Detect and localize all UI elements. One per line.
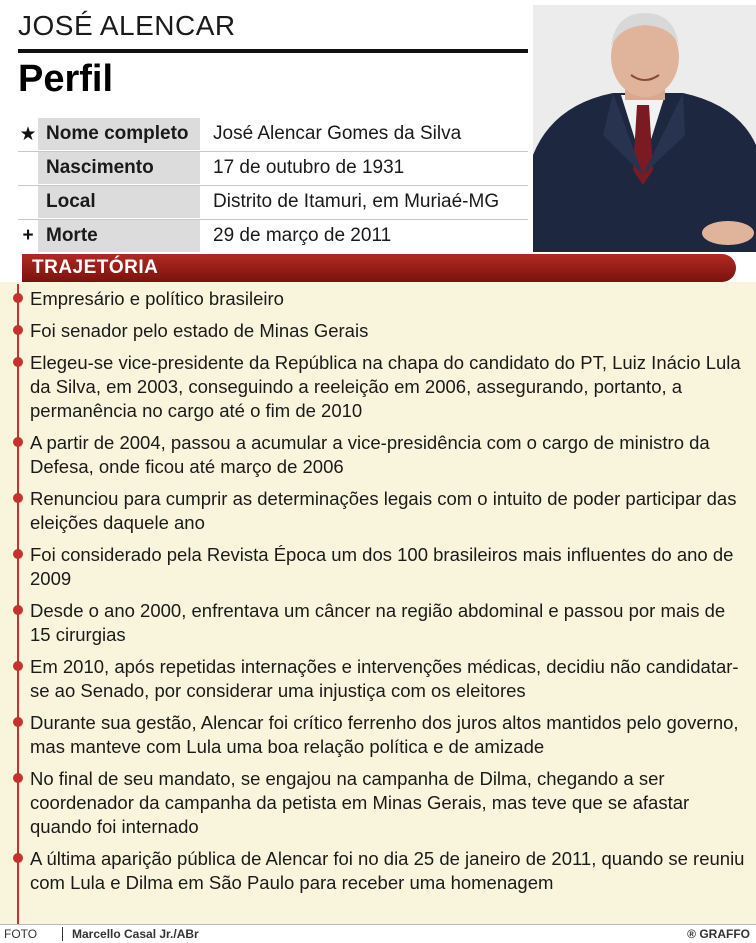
profile-label: Morte [38,220,200,252]
bullet-icon [13,437,23,447]
bullet-icon [13,549,23,559]
item-text: No final de seu mandato, se engajou na campanha de Dilma, chegando a ser coordenador da campanha da petista em Minas Gerais, mas teve que se afastar quando foi internado [30,768,690,837]
person-name: JOSÉ ALENCAR [18,10,236,41]
profile-row [18,219,528,253]
profile-row [18,118,528,151]
profile-table [18,118,528,253]
bullet-icon [13,293,23,303]
profile-label: Nome completo [38,118,200,150]
list-item [0,287,756,311]
list-item [0,543,756,591]
list-item [0,431,756,479]
item-text: A última aparição pública de Alencar foi no dia 25 de janeiro de 2011, quando se reuniu com Lula e Dilma em São Paulo para receber uma homenagem [30,848,745,893]
brand-credit: ® GRAFFO [687,927,750,941]
bullet-icon [13,717,23,727]
star-icon: ★ [19,124,37,145]
bullet-icon [13,357,23,367]
profile-value: 29 de março de 2011 [213,225,392,246]
profile-value: 17 de outubro de 1931 [213,157,405,178]
photo-credit: Marcello Casal Jr./ABr [72,927,199,941]
list-item [0,351,756,423]
list-item [0,847,756,895]
item-text: A partir de 2004, passou a acumular a vice-presidência com o cargo de ministro da Defesa, onde ficou até março de 2006 [30,432,710,477]
item-text: Empresário e político brasileiro [30,288,284,309]
bullet-icon [13,773,23,783]
bullet-icon [13,853,23,863]
item-text: Durante sua gestão, Alencar foi crítico ferrenho dos juros altos mantidos pelo governo, mas manteve com Lula uma boa relação política e de amizade [30,712,739,757]
bullet-icon [13,325,23,335]
bullet-icon [13,605,23,615]
section-title: Perfil [18,58,114,100]
item-text: Foi considerado pela Revista Época um dos 100 brasileiros mais influentes do ano de 2009 [30,544,734,589]
divider [62,927,63,941]
trajectory-header: TRAJETÓRIA [22,254,736,282]
profile-label: Local [38,186,200,218]
cross-icon: + [22,225,34,246]
item-text: Renunciou para cumprir as determinações legais com o intuito de poder participar das eleições daquele ano [30,488,737,533]
item-text: Desde o ano 2000, enfrentava um câncer na região abdominal e passou por mais de 15 cirurgias [30,600,726,645]
list-item [0,711,756,759]
bullet-icon [13,493,23,503]
item-text: Em 2010, após repetidas internações e intervenções médicas, decidiu não candidatar-se ao Senado, por considerar uma injustiça com os eleitores [30,656,739,701]
list-item [0,599,756,647]
item-text: Elegeu-se vice-presidente da República na chapa do candidato do PT, Luiz Inácio Lula da Silva, em 2003, conseguindo a reeleição em 2006, assegurando, portanto, a permanência no cargo até o fim de 2010 [30,352,741,421]
list-item [0,487,756,535]
profile-label: Nascimento [38,152,200,184]
photo-label: FOTO [4,927,38,941]
profile-value: José Alencar Gomes da Silva [213,123,462,144]
title-divider [18,49,528,53]
portrait-photo [533,5,756,252]
credits-footer [0,924,756,943]
list-item [0,655,756,703]
bullet-icon [13,661,23,671]
profile-row [18,151,528,185]
list-item [0,767,756,839]
item-text: Foi senador pelo estado de Minas Gerais [30,320,369,341]
profile-row [18,185,528,219]
trajectory-list [0,287,756,903]
list-item [0,319,756,343]
profile-value: Distrito de Itamuri, em Muriaé-MG [213,191,500,212]
portrait-illustration [533,5,756,252]
